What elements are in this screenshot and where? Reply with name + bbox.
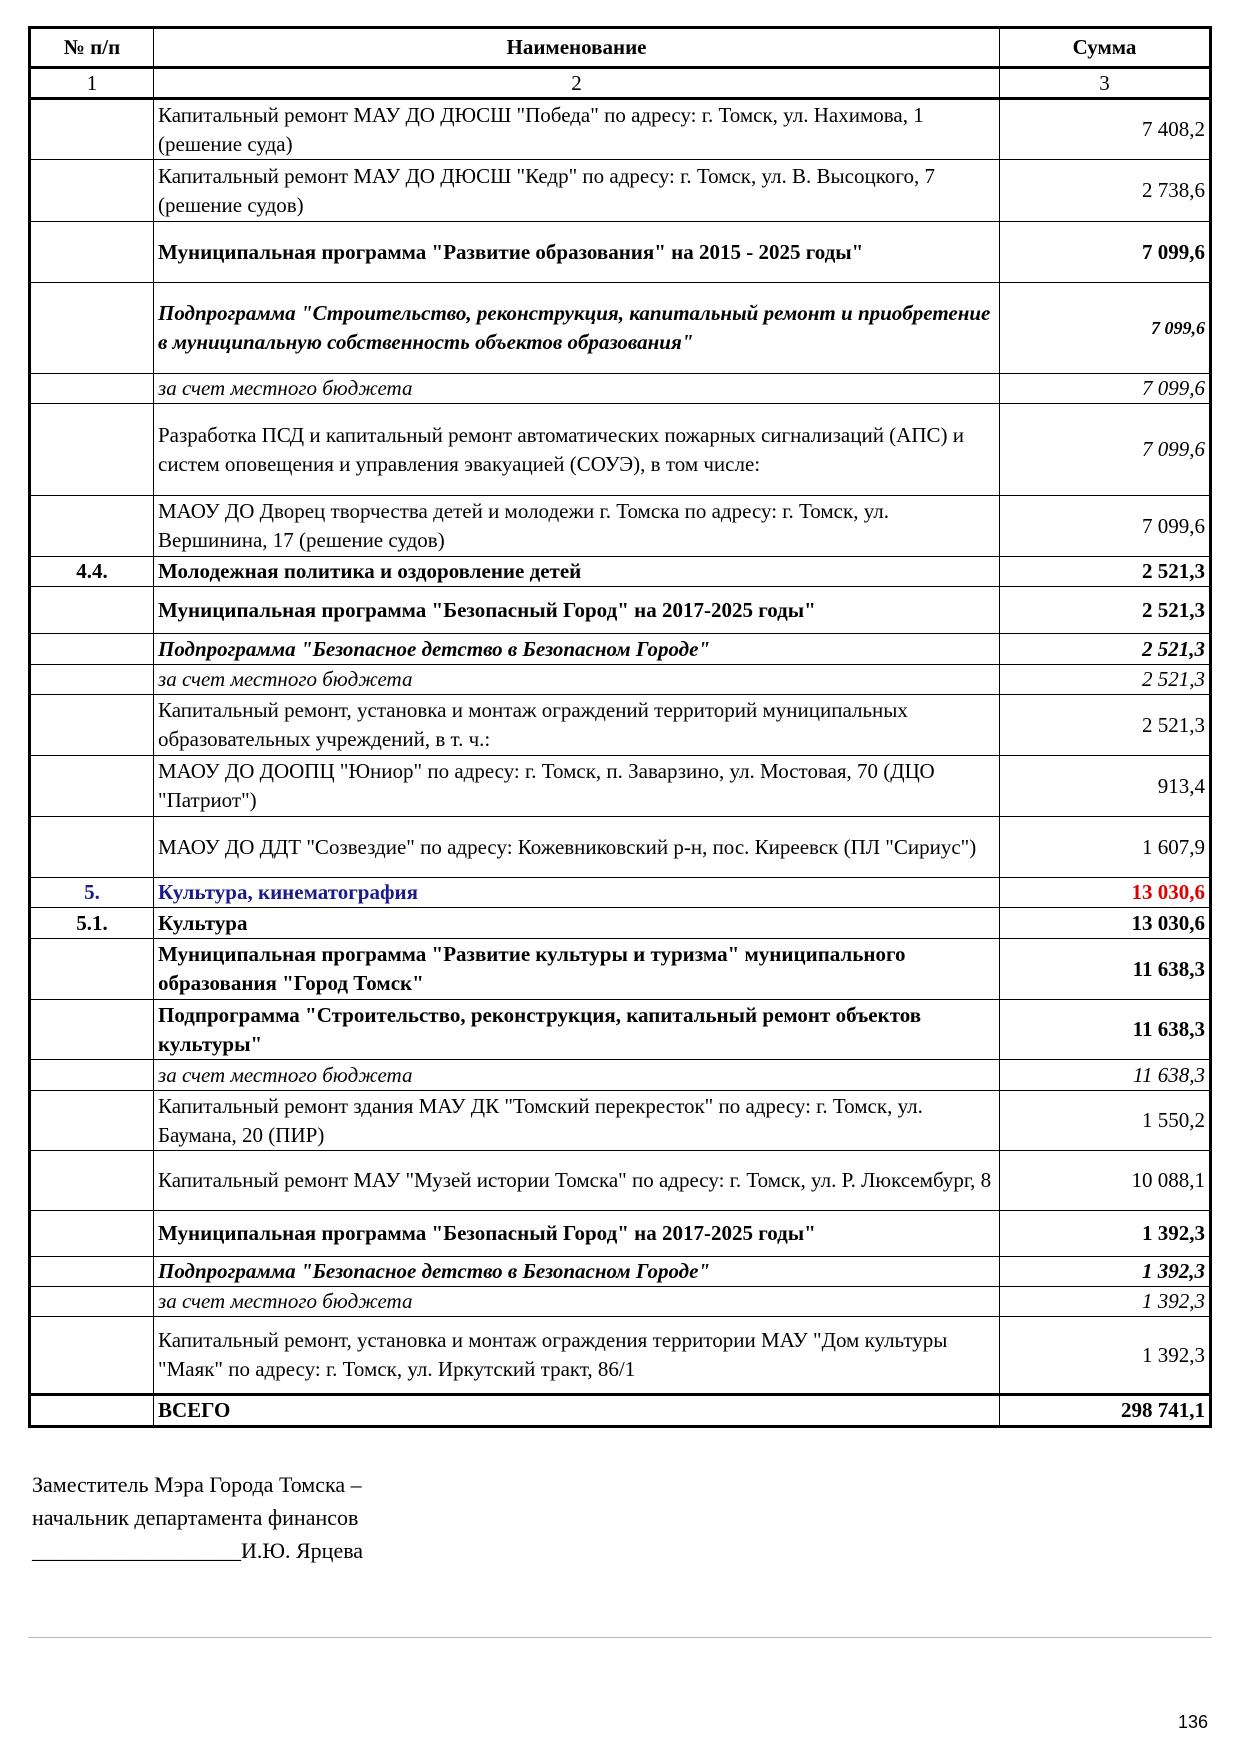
page-number: 136 [1177,1712,1208,1732]
row-name: Капитальный ремонт МАУ ДО ДЮСШ "Победа" по адресу: г. Томск, ул. Нахимова, 1 (решение суда) [154,99,1000,160]
row-sum: 11 638,3 [1000,1000,1211,1060]
row-sum: 2 521,3 [1000,557,1211,587]
table-row [30,1317,1211,1395]
row-sum: 2 521,3 [1000,587,1211,634]
row-name: Капитальный ремонт МАУ "Музей истории Томска" по адресу: г. Томск, ул. Р. Люксембург, 8 [154,1151,1000,1211]
row-sum: 7 099,6 [1000,374,1211,404]
row-name: МАОУ ДО ДООПЦ "Юниор" по адресу: г. Томск, п. Заварзино, ул. Мостовая, 70 (ДЦО "Патриот") [154,756,1000,817]
table-row [30,587,1211,634]
row-name: Молодежная политика и оздоровление детей [154,557,1000,587]
row-index [30,1000,154,1060]
row-index [30,222,154,283]
row-index [30,1287,154,1317]
row-name: Муниципальная программа "Безопасный Город" на 2017-2025 годы" [154,587,1000,634]
row-name: за счет местного бюджета [154,665,1000,695]
row-name: за счет местного бюджета [154,1060,1000,1091]
row-sum: 7 099,6 [1000,222,1211,283]
column-number-3: 3 [1000,68,1211,99]
budget-table [28,26,1212,1428]
row-index [30,1257,154,1287]
table-row [30,1257,1211,1287]
table-row [30,817,1211,878]
row-sum: 1 392,3 [1000,1287,1211,1317]
row-index [30,283,154,374]
row-index [30,756,154,817]
row-sum: 298 741,1 [1000,1395,1211,1427]
row-name: Подпрограмма "Безопасное детство в Безопасном Городе" [154,1257,1000,1287]
header-sum: Сумма [1000,28,1211,68]
row-index [30,1151,154,1211]
table-row [30,1287,1211,1317]
row-index [30,695,154,756]
row-sum: 1 607,9 [1000,817,1211,878]
row-index [30,1211,154,1257]
table-row [30,939,1211,1000]
row-index [30,374,154,404]
row-name: Капитальный ремонт, установка и монтаж ограждений территорий муниципальных образовательных учреждений, в т. ч.: [154,695,1000,756]
table-row [30,99,1211,160]
row-sum: 1 392,3 [1000,1257,1211,1287]
signature-block [32,1468,363,1567]
row-index: 5.1. [30,908,154,939]
table-row [30,404,1211,496]
row-sum: 7 099,6 [1000,283,1211,374]
row-sum: 13 030,6 [1000,878,1211,908]
row-sum: 2 521,3 [1000,695,1211,756]
table-row [30,1091,1211,1151]
table-row [30,878,1211,908]
row-name: МАОУ ДО Дворец творчества детей и молодежи г. Томска по адресу: г. Томск, ул. Вершинина, 17 (решение судов) [154,496,1000,557]
row-name: за счет местного бюджета [154,1287,1000,1317]
row-sum: 7 099,6 [1000,496,1211,557]
row-index [30,496,154,557]
footer-divider [28,1637,1212,1638]
signature-position-line2: начальник департамента финансов [32,1505,359,1530]
row-name: МАОУ ДО ДДТ "Созвездие" по адресу: Кожевниковский р-н, пос. Киреевск (ПЛ "Сириус") [154,817,1000,878]
row-sum: 11 638,3 [1000,1060,1211,1091]
table-row [30,1151,1211,1211]
row-index [30,634,154,665]
row-name: Культура, кинематография [154,878,1000,908]
row-index [30,1060,154,1091]
row-sum: 7 099,6 [1000,404,1211,496]
header-name: Наименование [154,28,1000,68]
table-row [30,496,1211,557]
table-row [30,222,1211,283]
row-sum: 2 521,3 [1000,634,1211,665]
row-index [30,404,154,496]
signature-position-line1: Заместитель Мэра Города Томска – [32,1472,362,1497]
row-index [30,1395,154,1427]
signature-name: ___________________И.Ю. Ярцева [32,1538,364,1563]
row-name: Разработка ПСД и капитальный ремонт автоматических пожарных сигнализаций (АПС) и систем оповещения и управления эвакуацией (СОУЭ), в том числе: [154,404,1000,496]
row-name: Муниципальная программа "Развитие образования" на 2015 - 2025 годы" [154,222,1000,283]
table-row [30,160,1211,222]
row-index: 4.4. [30,557,154,587]
row-sum: 11 638,3 [1000,939,1211,1000]
row-sum: 1 392,3 [1000,1211,1211,1257]
table-row [30,283,1211,374]
column-number-row [30,68,1211,99]
row-index [30,99,154,160]
table-row [30,665,1211,695]
row-index [30,817,154,878]
row-index [30,587,154,634]
row-name: Подпрограмма "Безопасное детство в Безопасном Городе" [154,634,1000,665]
table-row [30,634,1211,665]
row-sum: 10 088,1 [1000,1151,1211,1211]
row-name: Подпрограмма "Строительство, реконструкция, капитальный ремонт объектов культуры" [154,1000,1000,1060]
row-sum: 913,4 [1000,756,1211,817]
table-row [30,374,1211,404]
table-header-row [30,28,1211,68]
row-name: Капитальный ремонт МАУ ДО ДЮСШ "Кедр" по адресу: г. Томск, ул. В. Высоцкого, 7 (решение судов) [154,160,1000,222]
row-index [30,665,154,695]
table-row [30,1060,1211,1091]
row-index [30,160,154,222]
row-sum: 1 392,3 [1000,1317,1211,1395]
column-number-1: 1 [30,68,154,99]
table-row [30,756,1211,817]
row-name: Муниципальная программа "Развитие культуры и туризма" муниципального образования "Город Томск" [154,939,1000,1000]
header-number: № п/п [30,28,154,68]
row-name: Муниципальная программа "Безопасный Город" на 2017-2025 годы" [154,1211,1000,1257]
table-row [30,1395,1211,1427]
column-number-2: 2 [154,68,1000,99]
row-sum: 2 521,3 [1000,665,1211,695]
row-name: Культура [154,908,1000,939]
table-row [30,1211,1211,1257]
row-sum: 7 408,2 [1000,99,1211,160]
row-sum: 13 030,6 [1000,908,1211,939]
row-name: ВСЕГО [154,1395,1000,1427]
row-name: Капитальный ремонт, установка и монтаж ограждения территории МАУ "Дом культуры "Маяк" по адресу: г. Томск, ул. Иркутский тракт, 86/1 [154,1317,1000,1395]
row-sum: 1 550,2 [1000,1091,1211,1151]
row-index [30,1091,154,1151]
row-sum: 2 738,6 [1000,160,1211,222]
table-row [30,908,1211,939]
table-row [30,695,1211,756]
row-index: 5. [30,878,154,908]
row-name: за счет местного бюджета [154,374,1000,404]
table-row [30,1000,1211,1060]
row-index [30,939,154,1000]
row-name: Подпрограмма "Строительство, реконструкция, капитальный ремонт и приобретение в муниципальную собственность объектов образования" [154,283,1000,374]
row-index [30,1317,154,1395]
table-row [30,557,1211,587]
row-name: Капитальный ремонт здания МАУ ДК "Томский перекресток" по адресу: г. Томск, ул. Баумана, 20 (ПИР) [154,1091,1000,1151]
